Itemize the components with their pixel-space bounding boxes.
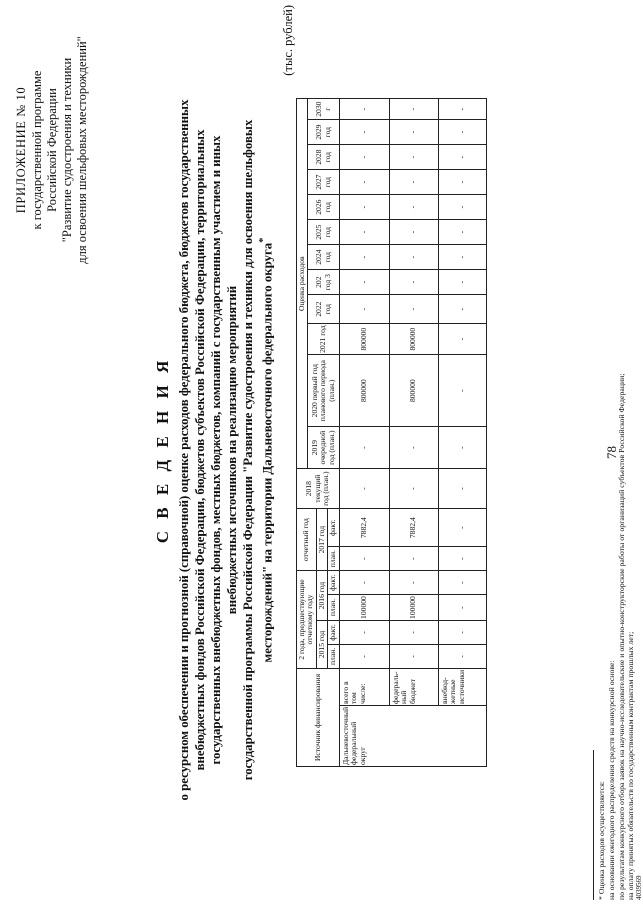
table-header-row (297, 99, 308, 767)
appendix-number: ПРИЛОЖЕНИЕ № 10 (14, 86, 28, 214)
cell: - (339, 220, 389, 245)
subtitle-line: внебюджетных источников на реализацию мероприятий (225, 285, 239, 615)
footnote-divider (593, 750, 594, 900)
subtitle-line: о ресурсном обеспечении и прогнозной (справочной) оценке расходов федерального бюджета, бюджетов государственных (177, 99, 191, 801)
cell: - (339, 170, 389, 195)
cell: 7882,4 (389, 509, 438, 547)
cell: - (389, 620, 438, 644)
header-2027: 2027 год (308, 170, 339, 195)
cell: - (389, 120, 438, 145)
cell: - (438, 195, 486, 220)
header-2021: 2021 год (308, 324, 339, 355)
cell: - (438, 145, 486, 170)
cell: - (438, 427, 486, 469)
cell: - (438, 571, 486, 595)
cell: - (438, 170, 486, 195)
row-label: всего в том числе: (339, 668, 389, 705)
document-id: 4039569 (635, 875, 643, 900)
row-label: внебюд-жетные источники (438, 668, 486, 705)
header-2026: 2026 год (308, 195, 339, 220)
header-source: Источник финансирования (297, 668, 340, 766)
cell: - (339, 245, 389, 270)
header-2028: 2028 год (308, 145, 339, 170)
cell: - (389, 220, 438, 245)
cell: - (389, 571, 438, 595)
header-2029: 2029 год (308, 120, 339, 145)
header-fact: факт. (328, 571, 339, 595)
table-row (438, 99, 486, 767)
header-plan: план. (328, 595, 339, 621)
subtitle-line: государственной программы Российской Федерации "Развитие судостроения и техники для освоения шельфовых (241, 119, 255, 781)
cell: 800000 (339, 324, 389, 355)
header-fact: факт. (328, 509, 339, 547)
cell: 800000 (389, 324, 438, 355)
cell: - (339, 620, 389, 644)
cell: - (389, 547, 438, 571)
cell: - (339, 99, 389, 120)
cell: - (438, 509, 486, 547)
subtitle-line (256, 90, 275, 810)
table-row (339, 99, 389, 767)
header-2023: 202 год 3 (308, 270, 339, 295)
appendix-line: Российской Федерации (45, 88, 59, 212)
cell: - (389, 99, 438, 120)
cell: - (438, 355, 486, 427)
appendix-line: "Развитие судостроения и техники (60, 57, 74, 243)
header-2018: 2018 текущий год (план.) (297, 469, 340, 509)
cell: - (339, 295, 389, 324)
cell: - (438, 644, 486, 668)
header-2024: 2024 год (308, 245, 339, 270)
appendix-header (14, 20, 90, 280)
cell: - (438, 245, 486, 270)
subtitle-line: государственных внебюджетных фондов, местных бюджетов, компаний с государственным участием и иных (209, 135, 223, 765)
cell: - (339, 469, 389, 509)
table-row (389, 99, 438, 767)
cell: - (438, 547, 486, 571)
subtitle-line: внебюджетных фондов Российской Федерации, бюджетов субъектов Российской Федерации, территориальных (193, 129, 207, 771)
appendix-line: для освоения шельфовых месторождений" (75, 36, 89, 264)
footnote-line: на основании ежегодного распределения средств на конкурсной основе: (606, 660, 616, 900)
cell: - (438, 99, 486, 120)
cell: - (438, 120, 486, 145)
header-2020: 2020 первый год планового периода (план.) (308, 355, 339, 427)
header-2025: 2025 год (308, 220, 339, 245)
cell: - (339, 427, 389, 469)
footnote-mark: * (258, 237, 269, 243)
header-2030: 2030 г (308, 99, 339, 120)
cell: - (339, 120, 389, 145)
cell: - (339, 195, 389, 220)
financing-table (296, 98, 487, 767)
header-2019: 2019 очередной год (план.) (308, 427, 339, 469)
cell: - (339, 547, 389, 571)
page-number: 78 (604, 446, 619, 459)
cell: - (438, 620, 486, 644)
cell: 800000 (339, 355, 389, 427)
cell: - (339, 644, 389, 668)
cell: - (389, 295, 438, 324)
region-cell: Дальневосточный федеральный округ (339, 705, 486, 766)
header-fact: факт. (328, 620, 339, 644)
document-subtitle (176, 90, 275, 810)
cell: - (438, 270, 486, 295)
footnote-line: * Оценка расходов осуществляется: (597, 781, 606, 900)
cell: - (389, 195, 438, 220)
footnote-line: по результатам конкурсного отбора заявок на научно-исследовательские и опытно-конструкторские работы от организаций субъектов Российской Федерации; (616, 373, 626, 900)
cell: - (389, 245, 438, 270)
cell: - (339, 270, 389, 295)
units-label: (тыс. рублей) (281, 5, 295, 76)
header-2022: 2022 год (308, 295, 339, 324)
cell: - (389, 170, 438, 195)
appendix-line: к государственной программе (30, 70, 44, 230)
cell: - (389, 427, 438, 469)
header-plan: план. (328, 644, 339, 668)
footnote-line: на оплату принятых обязательств по государственным контрактам прошлых лет; (626, 631, 636, 900)
header-plan: план. (328, 547, 339, 571)
cell: - (339, 145, 389, 170)
cell: - (438, 220, 486, 245)
subtitle-line-text: месторождений" на территории Дальневосточного федерального округа (260, 242, 275, 663)
cell: - (389, 145, 438, 170)
cell: - (438, 469, 486, 509)
header-report-year: отчетный год (297, 509, 317, 571)
header-estimate: Оценка расходов (297, 99, 308, 469)
cell: 7882,4 (339, 509, 389, 547)
cell: - (389, 469, 438, 509)
footnote (597, 20, 636, 900)
header-2016: 2016 год (316, 571, 327, 621)
cell: 800000 (389, 355, 438, 427)
header-2015: 2015 год (316, 620, 327, 668)
header-two-years: 2 года, предшествующие отчетному году (297, 571, 317, 669)
cell: 100000 (339, 595, 389, 621)
document-title: С В Е Д Е Н И Я (153, 356, 172, 544)
row-label: федераль-ный бюджет (389, 668, 438, 705)
cell: - (389, 644, 438, 668)
cell: - (438, 595, 486, 621)
cell: - (438, 295, 486, 324)
cell: 100000 (389, 595, 438, 621)
header-2017: 2017 год (316, 509, 327, 571)
cell: - (389, 270, 438, 295)
cell: - (438, 324, 486, 355)
cell: - (339, 571, 389, 595)
